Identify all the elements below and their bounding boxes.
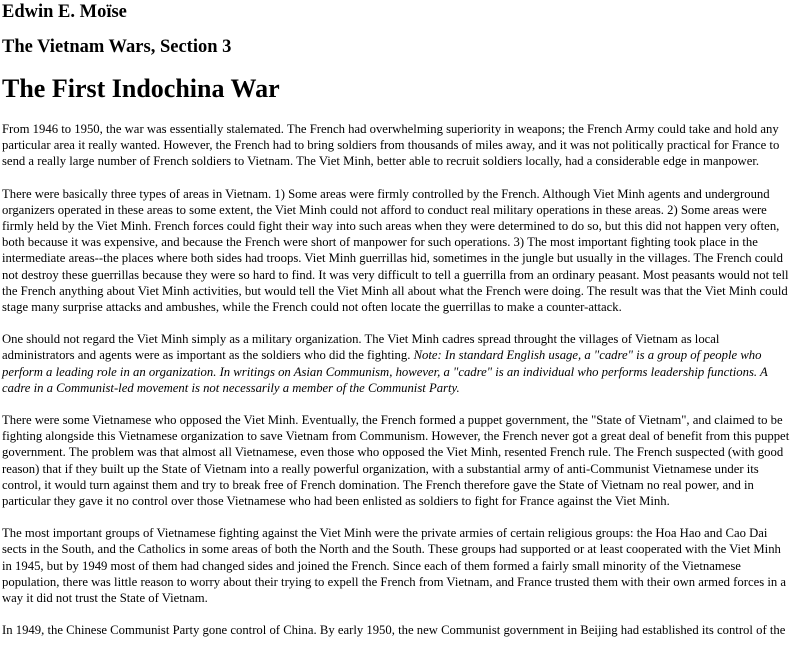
paragraph xyxy=(2,525,792,606)
paragraph-text: In 1949, the Chinese Communist Party gone control of China. By early 1950, the new Communist government in Beijing had established its control of the xyxy=(2,623,786,638)
paragraph-text: One should not regard the Viet Minh simply as a military organization. The Viet Minh cadres spread throught the villages of Vietnam as local administrators and agents were as important as the soldiers who did the fighting. xyxy=(2,332,720,363)
paragraph xyxy=(2,412,792,509)
paragraph-text: The most important groups of Vietnamese fighting against the Viet Minh were the private armies of certain religious groups: the Hoa Hao and Cao Dai sects in the South, and the Catholics in some areas of both the North and the South. These groups had supported or at least cooperated with the Viet Minh in 1945, but by 1949 most of them had changed sides and joined the French. Since each of them formed a fairly small minority of the Vietnamese population, there was little reason to worry about their trying to expell the French from Vietnam, and France trusted them with their own armed forces in a way it did not trust the State of Vietnam. xyxy=(2,526,786,606)
article-body xyxy=(2,121,792,654)
paragraph xyxy=(2,331,792,396)
paragraph xyxy=(2,186,792,316)
page-title: The First Indochina War xyxy=(2,74,280,103)
paragraph-text: From 1946 to 1950, the war was essentially stalemated. The French had overwhelming superiority in weapons; the French Army could take and hold any particular area it really wanted. However, the French had to bring soldiers from thousands of miles away, and it was not politically practical for France to send a really large number of French soldiers to Vietnam. The Viet Minh, better able to recruit soldiers locally, had a considerable edge in manpower. xyxy=(2,122,780,169)
author-heading: Edwin E. Moïse xyxy=(2,2,127,22)
paragraph-text: There were basically three types of areas in Vietnam. 1) Some areas were firmly controlled by the French. Although Viet Minh agents and underground organizers operated in these areas to some extent, the Viet Minh could not afford to conduct real military operations in these areas. 2) Some areas were firmly held by the Viet Minh. French forces could fight their way into such areas when they were determined to do so, but this did not happen very often, both because it was expensive, and because the French were short of manpower for such operations. 3) The most important fighting took place in the intermediate areas--the places where both sides had troops. Viet Minh guerrillas hid, sometimes in the jungle but usually in the villages. The French could not destroy these guerrillas because they were so hard to find. It was very difficult to tell a guerrilla from an ordinary peasant. Most peasants would not tell the French anything about Viet Minh activities, but would tell the Viet Minh all about what the French were doing. The result was that the Viet Minh could stage many surprise attacks and ambushes, while the French could not often locate the guerrillas to make a counter-attack. xyxy=(2,186,789,315)
section-heading: The Vietnam Wars, Section 3 xyxy=(2,37,232,57)
cadre-note: Note: In standard English usage, a "cadre" is a group of people who perform a leading role in an organization. In writings on Asian Communism, however, a "cadre" is an individual who performs leadership functions. A cadre in a Communist-led movement is not necessarily a member of the Communist Party. xyxy=(2,348,768,395)
paragraph-text: There were some Vietnamese who opposed the Viet Minh. Eventually, the French formed a puppet government, the "State of Vietnam", and claimed to be fighting alongside this Vietnamese organization to save Vietnam from Communism. However, the French never got a great deal of benefit from this puppet government. The problem was that almost all Vietnamese, even those who opposed the Viet Minh, resented French rule. The French suspected (with good reason) that if they built up the State of Vietnam into a really powerful organization, with a substantial army of anti-Communist Vietnamese under its control, it would turn against them and try to break free of French domination. The French therefore gave the State of Vietnam no real power, and in particular they gave it no control over those Vietnamese who had been enlisted as soldiers to fight for France against the Viet Minh. xyxy=(2,413,790,509)
paragraph xyxy=(2,121,792,170)
paragraph xyxy=(2,622,792,638)
